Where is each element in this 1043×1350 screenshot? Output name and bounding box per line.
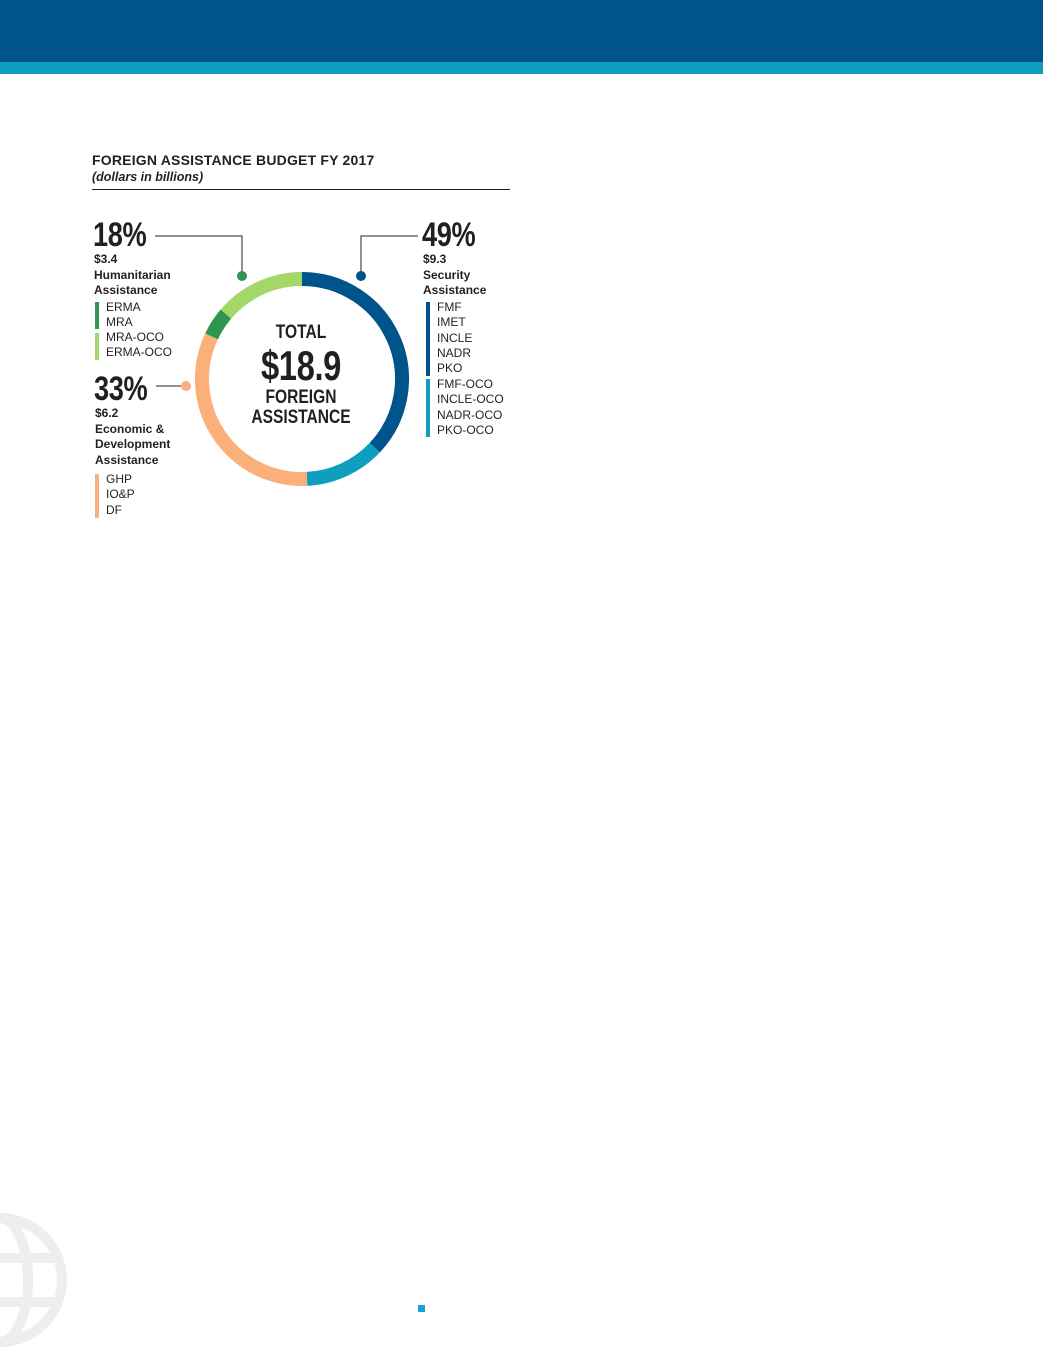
chart-subtitle: (dollars in billions) — [92, 170, 204, 184]
security-amount: $9.3 — [423, 252, 447, 266]
leader-dot-economic — [181, 381, 191, 391]
legend-item-pko: PKO — [437, 361, 463, 376]
legend-item-pko-oco: PKO-OCO — [437, 422, 494, 437]
legend-list-security-oco — [426, 377, 504, 438]
security-percent: 49% — [422, 216, 476, 254]
legend-item-incle: INCLE — [437, 330, 473, 345]
security-info — [423, 252, 486, 299]
legend-list-humanitarian-oco — [95, 330, 172, 361]
legend-list-humanitarian-core — [95, 300, 141, 331]
legend-item-mra-oco: MRA-OCO — [106, 330, 164, 344]
center-caption — [243, 388, 359, 428]
center-caption-line-2: ASSISTANCE — [251, 407, 351, 428]
legend-item-nadr-oco: NADR-OCO — [437, 407, 503, 422]
legend-list-security-core — [426, 300, 472, 376]
legend-item-fmf: FMF — [437, 300, 462, 314]
donut-slice-security-2 — [307, 448, 375, 479]
legend-item-df: DF — [106, 502, 122, 517]
legend-item-ghp: GHP — [106, 472, 133, 486]
leader-line-security — [361, 236, 418, 276]
globe-watermark-icon — [0, 1210, 70, 1350]
economic-amount: $6.2 — [95, 406, 119, 420]
humanitarian-amount: $3.4 — [94, 252, 118, 266]
economic-percent: 33% — [94, 370, 148, 408]
legend-item-erma: ERMA — [106, 300, 141, 314]
legend-item-iop: IO&P — [106, 487, 135, 502]
leader-dot-security — [356, 271, 366, 281]
humanitarian-info — [94, 252, 171, 299]
economic-name-line-3: Assistance — [95, 452, 159, 467]
legend-item-erma-oco: ERMA-OCO — [106, 345, 172, 360]
legend-list-economic — [95, 472, 135, 518]
security-name-line-1: Security — [423, 267, 471, 282]
security-name-line-2: Assistance — [423, 283, 487, 297]
economic-name-line-2: Development — [95, 437, 171, 451]
center-total-amount: $18.9 — [260, 342, 342, 389]
economic-name-line-1: Economic & — [95, 421, 165, 436]
legend-item-incle-oco: INCLE-OCO — [437, 392, 504, 407]
chart-title: FOREIGN ASSISTANCE BUDGET FY 2017 — [92, 152, 375, 168]
humanitarian-name-line-1: Humanitarian — [94, 267, 171, 282]
legend-item-mra: MRA — [106, 315, 133, 330]
page-marker — [418, 1305, 425, 1312]
center-total-label: TOTAL — [275, 322, 327, 343]
humanitarian-name-line-2: Assistance — [94, 283, 158, 297]
leader-dot-humanitarian — [237, 271, 247, 281]
center-caption-line-1: FOREIGN — [265, 387, 337, 408]
legend-item-fmf-oco: FMF-OCO — [437, 377, 493, 391]
legend-item-nadr: NADR — [437, 345, 472, 360]
humanitarian-percent: 18% — [93, 216, 147, 254]
legend-item-imet: IMET — [437, 315, 466, 330]
donut-slice-humanitarian-1 — [212, 314, 226, 336]
donut-slice-humanitarian-2 — [226, 279, 302, 314]
economic-info — [95, 406, 170, 468]
